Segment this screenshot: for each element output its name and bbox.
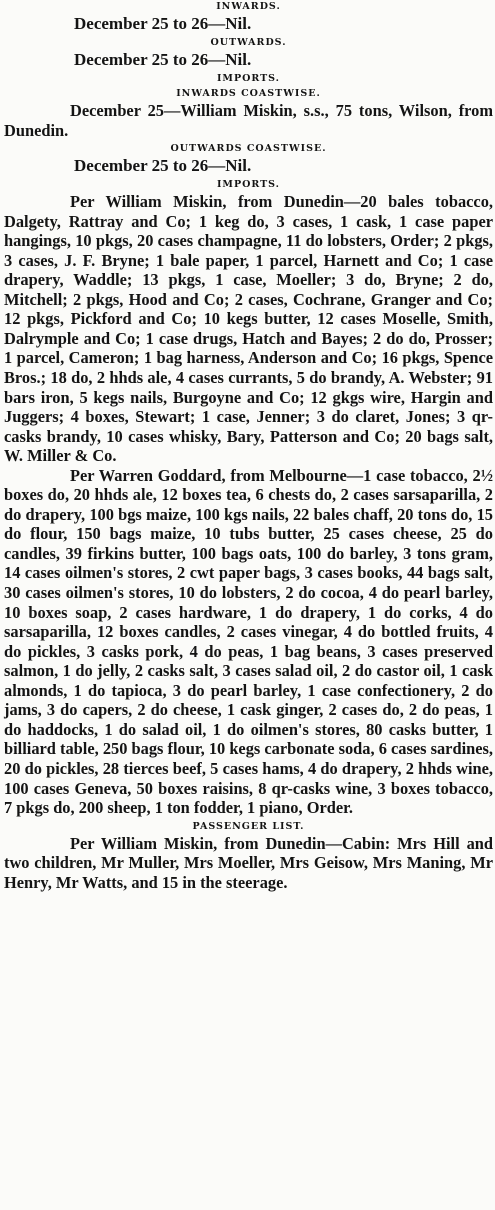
outwards-text: December 25 to 26—Nil. [74,50,252,69]
outwards-coastwise-text: December 25 to 26—Nil. [74,156,252,176]
heading-imports-label: IMPORTS. [216,73,280,84]
inwards-coastwise-text: December 25—William Miskin, s.s., 75 tons, Wilson, from Dunedin. [4,101,493,140]
heading-inwards: INWARDS. [216,1,281,12]
heading-outwards: OUTWARDS. [210,37,287,48]
heading-outwards-coastwise: OUTWARDS COASTWISE. [170,143,327,155]
imports-paragraph-warren-goddard: Per Warren Goddard, from Melbourne—1 case tobacco, 2½ boxes do, 20 hhds ale, 12 boxes tea, 6 chests do, 2 cases sarsaparilla, 2 do drapery, 100 bgs maize, 100 kgs nails, 22 bales chaff, 20 tons do, 15 do flour, 150 bags maize, 10 tubs butter, 25 cases cheese, 25 do candles, 39 firkins butter, 100 bags oats, 100 do barley, 3 tons gram, 14 cases oilmen's stores, 2 cwt paper bags, 3 cases books, 44 bags salt, 30 cases oilmen's stores, 10 do lobsters, 2 do cocoa, 4 do pearl barley, 10 boxes soap, 2 cases hardware, 1 do drapery, 1 do corks, 4 do sarsaparilla, 12 boxes candles, 2 cases vinegar, 4 do bottled fruits, 4 do pickles, 3 casks pork, 4 do peas, 1 bag beans, 3 cases preserved salmon, 1 do jelly, 2 casks salt, 3 cases salad oil, 2 do castor oil, 1 cask almonds, 1 do tapioca, 3 do pearl barley, 1 case confectionery, 2 do jams, 3 do capers, 2 do cheese, 1 cask ginger, 2 cases do, 2 do peas, 1 do haddocks, 1 do salad oil, 1 do oilmen's stores, 80 casks butter, 1 billiard table, 250 bags flour, 10 kegs carbonate soda, 6 cases sardines, 20 do pickles, 28 tierces beef, 5 cases hams, 4 do drapery, 2 hhds wine, 100 cases Geneva, 50 boxes raisins, 8 qr-casks wine, 3 boxes tobacco, 7 pkgs do, 200 sheep, 1 ton fodder, 1 piano, Order. [4,465,493,818]
passenger-list-text: Per William Miskin, from Dunedin—Cabin: Mrs Hill and two children, Mr Muller, Mrs Moeller, Mrs Geisow, Mrs Maning, Mr Henry, Mr Watts, and 15 in the steerage. [4,833,493,892]
imports-paragraph-william-miskin: Per William Miskin, from Dunedin—20 bales tobacco, Dalgety, Rattray and Co; 1 keg do, 3 cases, 1 cask, 1 case paper hangings, 10 pkgs, 20 cases champagne, 11 do lobsters, Order; 2 pkgs, 3 cases, J. F. Bryne; 1 bale paper, 1 parcel, Harnett and Co; 1 case drapery, Waddle; 13 pkgs, 1 case, Moeller; 3 do, Bryne; 2 do, Mitchell; 2 pkgs, Hood and Co; 2 cases, Cochrane, Granger and Co; 12 pkgs, Pickford and Co; 10 kegs butter, 12 cases Moselle, Smith, Dalrymple and Co; 1 case drugs, Hatch and Bayes; 2 do do, Prosser; 1 parcel, Cameron; 1 bag harness, Anderson and Co; 16 pkgs, Spence Bros.; 18 do, 2 hhds ale, 4 cases currants, 5 do brandy, A. Webster; 91 bars iron, 5 kegs nails, Burgoyne and Co; 12 gkgs wire, Hargin and Juggers; 4 boxes, Stewart; 1 case, Jenner; 3 do claret, Jones; 3 qr-casks brandy, 10 cases whisky, Bary, Patterson and Co; 20 bags salt, W. Miller & Co. [4,192,493,466]
inwards-text: December 25 to 26—Nil. [74,14,252,33]
heading-inwards-coastwise: INWARDS COASTWISE. [176,88,321,99]
heading-imports: IMPORTS. [216,179,280,191]
heading-passenger-list: PASSENGER LIST. [192,820,305,832]
